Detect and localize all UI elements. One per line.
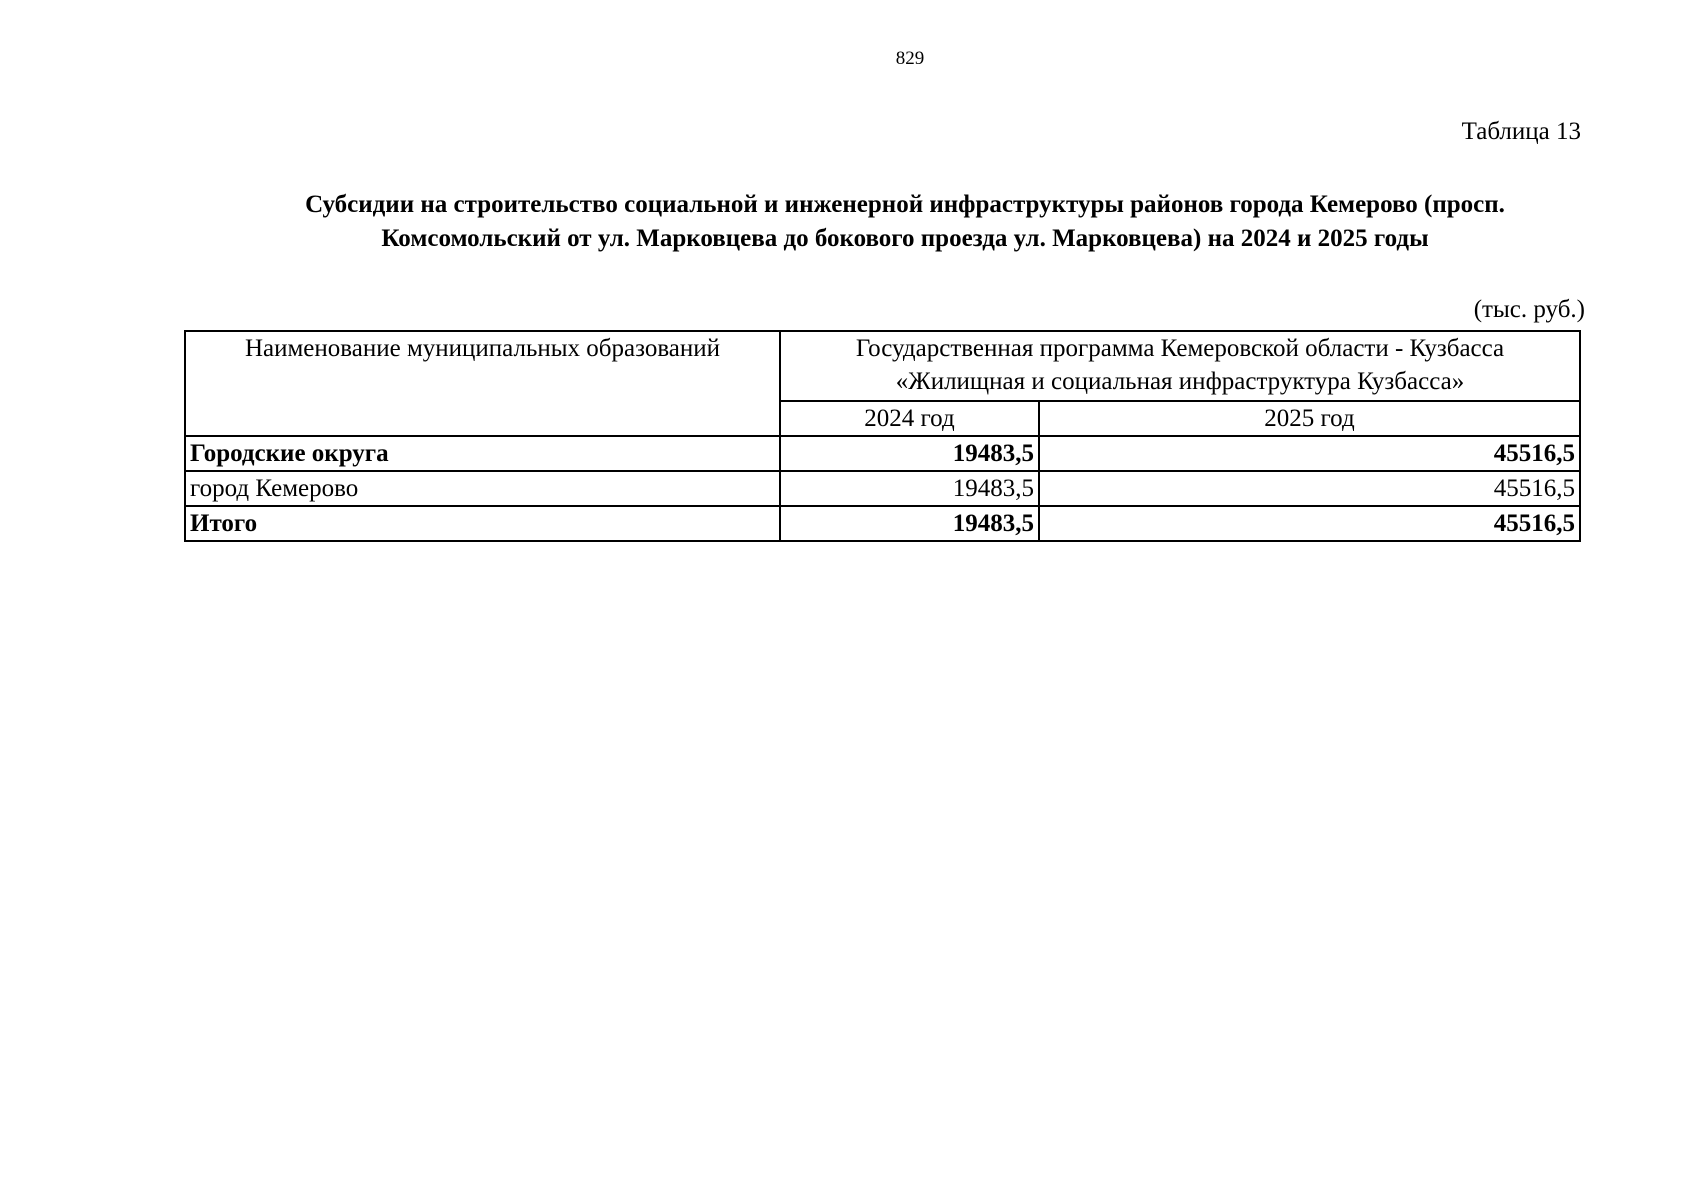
- table-caption: Таблица 13: [1461, 118, 1581, 145]
- header-state-program: [780, 331, 1580, 401]
- table-row: [185, 436, 1580, 471]
- document-title: [200, 188, 1610, 256]
- row-value-2025: 45516,5: [1039, 436, 1580, 471]
- row-value-2024: 19483,5: [780, 506, 1039, 541]
- row-value-2024: 19483,5: [780, 436, 1039, 471]
- header-municipality-name: Наименование муниципальных образований: [185, 331, 780, 436]
- header-program-line-2: «Жилищная и социальная инфраструктура Кузбасса»: [895, 368, 1465, 395]
- table-header-row: [185, 331, 1580, 401]
- row-value-2025: 45516,5: [1039, 506, 1580, 541]
- row-name-kemerovo: город Кемерово: [185, 471, 780, 506]
- document-title-line-2: Комсомольский от ул. Марковцева до бокового проезда ул. Марковцева) на 2024 и 2025 годы: [381, 225, 1429, 252]
- header-year-2024: 2024 год: [780, 401, 1039, 436]
- table-row: [185, 471, 1580, 506]
- subsidies-table: [184, 330, 1581, 542]
- page-number: 829: [895, 48, 925, 69]
- row-value-2024: 19483,5: [780, 471, 1039, 506]
- row-name-urban-districts: Городские округа: [185, 436, 780, 471]
- header-year-2025: 2025 год: [1039, 401, 1580, 436]
- units-note: (тыс. руб.): [1473, 296, 1585, 323]
- table-row-total: [185, 506, 1580, 541]
- row-value-2025: 45516,5: [1039, 471, 1580, 506]
- document-title-line-1: Субсидии на строительство социальной и инженерной инфраструктуры районов города Кемерово (просп.: [305, 191, 1505, 218]
- header-program-line-1: Государственная программа Кемеровской области - Кузбасса: [855, 335, 1505, 362]
- row-name-total: Итого: [185, 506, 780, 541]
